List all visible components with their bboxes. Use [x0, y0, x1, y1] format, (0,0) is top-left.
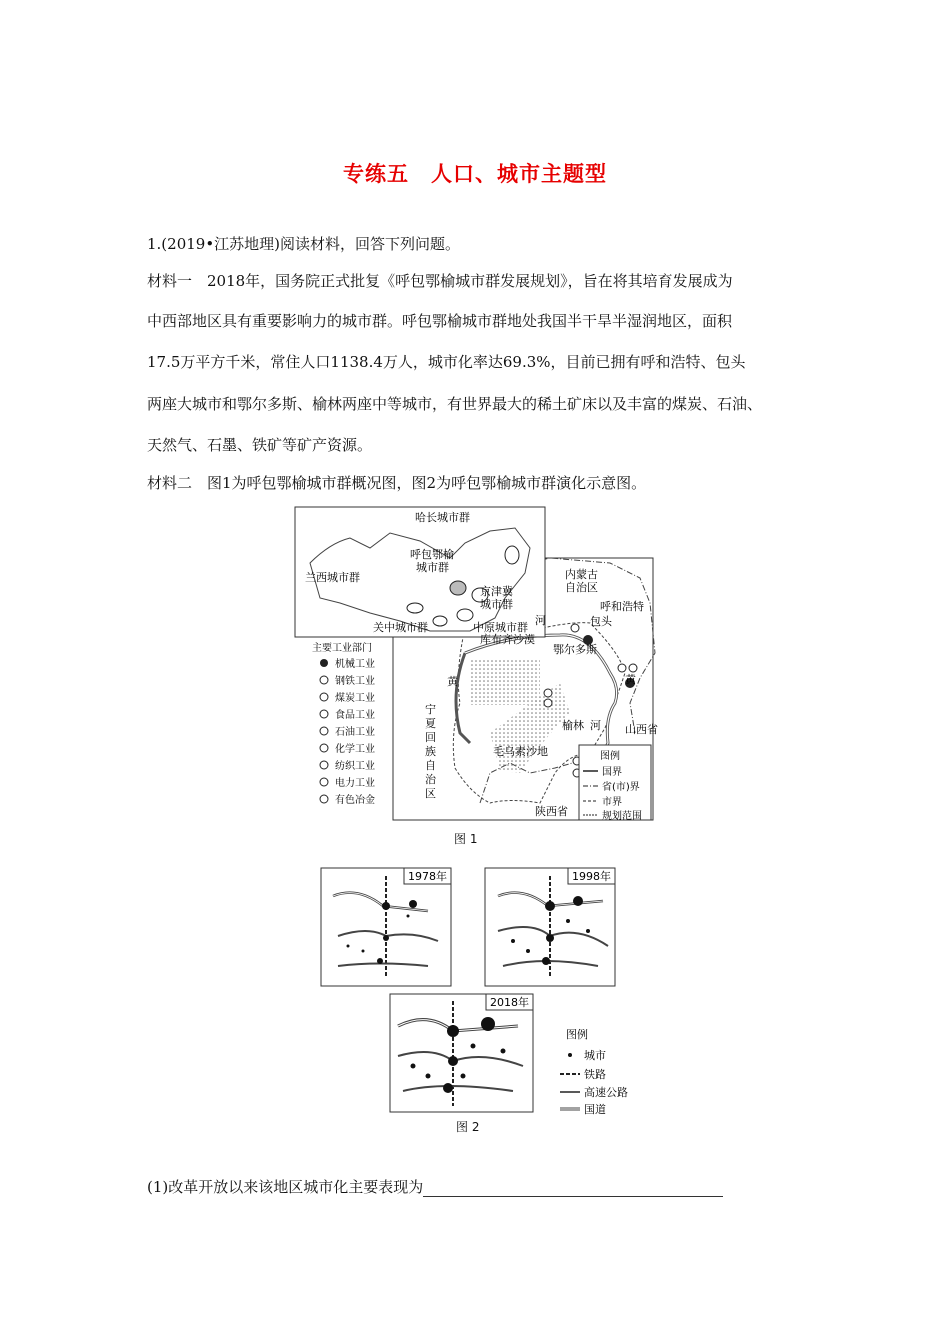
label-yulin: 榆林	[562, 719, 584, 732]
label-he-2: 河	[590, 719, 601, 732]
map-legend-title: 图例	[600, 751, 620, 762]
page-title: 专练五 人口、城市主题型	[343, 161, 607, 186]
material1-line-2: 中西部地区具有重要影响力的城市群。呼包鄂榆城市群地处我国半干旱半湿润地区，面积	[147, 312, 733, 330]
label-ningxia-3: 回	[425, 731, 436, 744]
material1-line-1: 材料一 2018年，国务院正式批复《呼包鄂榆城市群发展规划》，旨在将其培育发展成为	[147, 272, 733, 290]
year-1998: 1998年	[572, 870, 611, 883]
label-hachang: 哈长城市群	[415, 511, 470, 524]
figure-1-caption: 图 1	[454, 832, 478, 846]
label-lanxi: 兰西城市群	[305, 571, 360, 584]
material1-line-4: 两座大城市和鄂尔多斯、榆林两座中等城市，有世界最大的稀土矿床以及丰富的煤炭、石油、	[147, 395, 763, 413]
figure-2-evolution	[318, 866, 648, 1126]
industry-8: 电力工业	[335, 778, 375, 789]
year-2018: 2018年	[490, 996, 529, 1009]
fig2-legend-rail: 铁路	[584, 1068, 606, 1081]
label-zhongyuan: 中原城市群	[473, 621, 528, 634]
label-huang-1: 黄	[447, 675, 458, 688]
fig2-legend-title: 图例	[566, 1028, 588, 1041]
label-neimenggu-2: 自治区	[565, 581, 598, 594]
question-1-text: (1)改革开放以来该地区城市化主要表现为	[147, 1178, 424, 1196]
label-ningxia-7: 区	[425, 787, 436, 800]
year-1978: 1978年	[408, 870, 447, 883]
industry-4: 食品工业	[335, 710, 375, 721]
industry-9: 有色冶金	[335, 795, 375, 806]
label-neimenggu-1: 内蒙古	[565, 568, 598, 581]
map-legend-3: 市界	[602, 797, 622, 808]
fig2-legend-highway: 高速公路	[584, 1086, 628, 1099]
answer-blank[interactable]	[423, 1180, 723, 1197]
label-baotou: 包头	[590, 615, 612, 628]
figure-2-caption: 图 2	[456, 1120, 480, 1134]
material1-line-3: 17.5万平方千米，常住人口1138.4万人，城市化率达69.3%，目前已拥有呼和浩特、包头	[147, 353, 746, 371]
industry-7: 纺织工业	[335, 761, 375, 772]
label-huang-2: 黄	[625, 673, 636, 686]
label-shaanxi: 陕西省	[535, 805, 568, 818]
industry-5: 石油工业	[335, 727, 375, 738]
figure-1-map	[290, 503, 665, 823]
map-legend-4: 规划范围	[602, 811, 642, 822]
industry-3: 煤炭工业	[335, 693, 375, 704]
label-ningxia-4: 族	[425, 745, 436, 758]
fig2-legend-national-road: 国道	[584, 1103, 606, 1116]
material2-line: 材料二 图1为呼包鄂榆城市群概况图，图2为呼包鄂榆城市群演化示意图。	[147, 474, 647, 492]
label-ordos: 鄂尔多斯	[553, 643, 597, 656]
label-ningxia-1: 宁	[425, 703, 436, 716]
label-jingjinji-1: 京津冀	[480, 585, 513, 598]
fig2-legend-city: 城市	[584, 1049, 606, 1062]
map-legend-2: 省(市)界	[602, 782, 640, 793]
question-intro: 1.(2019•江苏地理)阅读材料，回答下列问题。	[147, 235, 461, 253]
map-legend-1: 国界	[602, 767, 622, 778]
label-shanxi: 山西省	[625, 723, 658, 736]
label-guanzhong: 关中城市群	[373, 621, 428, 634]
label-jingjinji-2: 城市群	[480, 598, 513, 611]
label-maowusu: 毛乌素沙地	[493, 745, 548, 758]
label-hubao-2: 城市群	[416, 561, 449, 574]
label-ningxia-6: 治	[425, 773, 436, 786]
industry-1: 机械工业	[335, 659, 375, 670]
label-ningxia-5: 自	[425, 759, 436, 772]
label-he-1: 河	[535, 614, 546, 627]
label-huhehaote: 呼和浩特	[600, 600, 644, 613]
industry-6: 化学工业	[335, 744, 375, 755]
label-ningxia-2: 夏	[425, 717, 436, 730]
question-1-line	[147, 1177, 723, 1197]
label-hubao-1: 呼包鄂榆	[410, 548, 454, 561]
industry-2: 钢铁工业	[335, 676, 375, 687]
label-kubuqi: 库布齐沙漠	[480, 633, 535, 646]
industry-legend-title: 主要工业部门	[312, 643, 372, 654]
material1-line-5: 天然气、石墨、铁矿等矿产资源。	[147, 436, 373, 454]
